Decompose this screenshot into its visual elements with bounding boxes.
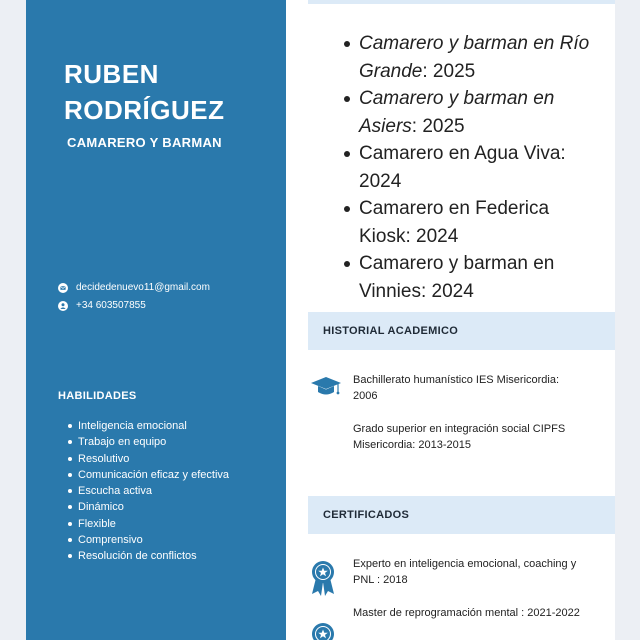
certificate-entry: Experto en inteligencia emocional, coaching y PNL : 2018 xyxy=(353,558,577,586)
phone-text: +34 603507855 xyxy=(76,300,146,311)
experience-date: : 2025 xyxy=(422,60,476,82)
last-name: RODRÍGUEZ xyxy=(64,95,225,125)
certificate-entry: Master de reprogramación mental : 2021-2022 xyxy=(353,607,580,619)
skill-item: Resolutivo xyxy=(68,451,229,467)
contact-phone xyxy=(58,300,146,311)
experience-date: : 2024 xyxy=(420,280,474,302)
academic-entry: Grado superior en integración social CIPFS Misericordia: 2013-2015 xyxy=(353,423,566,451)
full-name xyxy=(64,56,225,128)
experience-place: Camarero y barman en Vinnies xyxy=(359,253,555,302)
experience-item xyxy=(344,250,604,305)
skill-item: Flexible xyxy=(68,516,229,532)
main-content xyxy=(286,0,615,640)
user-icon xyxy=(58,301,68,311)
top-divider xyxy=(308,0,615,4)
experience-item xyxy=(344,30,604,85)
skill-item: Comunicación eficaz y efectiva xyxy=(68,467,229,483)
experience-place: Camarero en Federica Kiosk xyxy=(359,198,550,247)
academic-entry: Bachillerato humanístico IES Misericordia: 2006 xyxy=(353,374,560,402)
experience-date: : 2024 xyxy=(405,225,459,247)
skill-item: Dinámico xyxy=(68,499,229,515)
job-title: CAMARERO Y BARMAN xyxy=(67,135,222,150)
email-text: decidedenuevo11@gmail.com xyxy=(76,282,210,293)
experience-list xyxy=(344,30,604,305)
experience-item xyxy=(344,85,604,140)
experience-date: : 2024 xyxy=(359,143,566,192)
experience-place: Camarero en Agua Viva xyxy=(359,143,561,164)
certificates-section-title: CERTIFICADOS xyxy=(308,496,615,534)
skill-item: Escucha activa xyxy=(68,483,229,499)
contact-email xyxy=(58,282,210,293)
skill-item: Comprensivo xyxy=(68,532,229,548)
skill-item: Trabajo en equipo xyxy=(68,434,229,450)
sidebar xyxy=(26,0,286,640)
award-ribbon-icon xyxy=(310,622,336,640)
mail-icon xyxy=(58,283,68,293)
skill-item: Resolución de conflictos xyxy=(68,548,229,564)
first-name: RUBEN xyxy=(64,59,159,89)
skills-title: HABILIDADES xyxy=(58,390,137,402)
award-ribbon-icon xyxy=(310,560,336,596)
experience-place: Camarero y barman en Asiers xyxy=(359,88,555,137)
experience-date: : 2025 xyxy=(411,115,465,137)
skills-list xyxy=(68,418,229,565)
experience-item xyxy=(344,195,604,250)
academic-section-title: HISTORIAL ACADEMICO xyxy=(308,312,615,350)
experience-item xyxy=(344,140,604,195)
graduation-cap-icon xyxy=(310,374,342,398)
experience-place: Camarero y barman en Río Grande xyxy=(359,33,590,82)
skill-item: Inteligencia emocional xyxy=(68,418,229,434)
